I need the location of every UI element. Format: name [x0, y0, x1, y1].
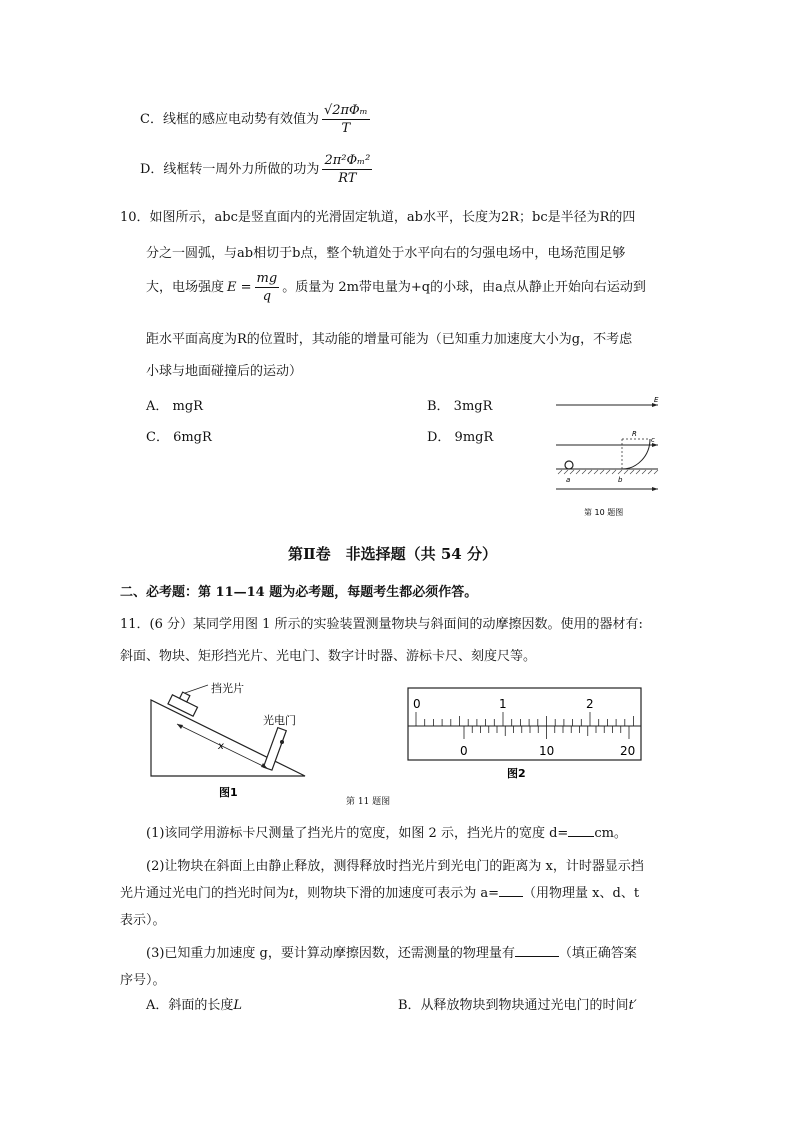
q11-figure-caption: 第 11 题图	[346, 797, 391, 807]
label-a: a	[566, 476, 571, 484]
text: 。质量为 2m带电量为+q的小球，由a点从静止开始向右运动到	[282, 280, 646, 295]
q11-part1	[146, 822, 627, 841]
answer-blank-quantity[interactable]	[515, 944, 559, 957]
label-r: R	[632, 430, 637, 438]
main-scale-label-2: 2	[586, 697, 594, 711]
fraction	[322, 154, 372, 185]
text: B．从释放物块到物块通过光电门的时间	[398, 998, 629, 1013]
q11-figure1	[145, 680, 315, 805]
option-text: D．线框转一周外力所做的功为	[140, 162, 320, 177]
block	[168, 689, 201, 717]
label-c: c	[651, 436, 655, 444]
q11-part2-line1: (2)让物块在斜面上由静止释放，测得释放时挡光片到光电门的距离为 x，计时器显示挡	[146, 859, 644, 874]
q11-figure2	[405, 684, 645, 784]
q10-option-b: B． 3mgR	[427, 399, 493, 414]
text: （用物理量 x、d、t	[523, 886, 640, 901]
figure-caption: 第 10 题图	[584, 508, 624, 517]
numerator: 2π²Φₘ²	[324, 153, 371, 168]
fraction	[322, 104, 370, 135]
label-b: b	[618, 476, 623, 484]
figure2-caption: 图2	[507, 767, 526, 780]
variable-l: L	[233, 998, 243, 1013]
vernier-label-20: 20	[620, 744, 636, 758]
denominator: RT	[338, 171, 357, 186]
answer-blank-a[interactable]	[499, 884, 523, 897]
text: ，则物块下滑的加速度可表示为 a=	[294, 886, 500, 901]
variable-t: t	[289, 886, 295, 901]
section-title: 第Ⅱ卷 非选择题（共 54 分）	[288, 545, 497, 563]
q9-option-c	[140, 104, 373, 135]
q11-part2-line2	[120, 882, 639, 901]
q10-line1: 10．如图所示，abc是竖直面内的光滑固定轨道，ab水平，长度为2R；bc是半径为R的四	[120, 210, 636, 225]
denominator: q	[262, 289, 272, 304]
text: (1)该同学用游标卡尺测量了挡光片的宽度，如图 2 示，挡光片的宽度 d=	[146, 826, 569, 841]
q11-part2-line3: 表示）。	[120, 913, 166, 928]
q10-option-c: C． 6mgR	[146, 430, 212, 445]
answer-blank-d[interactable]	[568, 824, 594, 837]
vernier-label-10: 10	[539, 744, 555, 758]
q11-option-a	[146, 994, 242, 1013]
q11-part3-line2: 序号）。	[120, 973, 166, 988]
text: (3)已知重力加速度 g，要计算动摩擦因数，还需测量的物理量有	[146, 946, 515, 961]
main-scale-label-1: 1	[499, 697, 507, 711]
q10-line4: 距水平面高度为R的位置时，其动能的增量可能为（已知重力加速度大小为g，不考虑	[146, 332, 633, 347]
text: 大，电场强度	[146, 280, 225, 295]
caliper-frame	[408, 688, 641, 760]
q11-line2: 斜面、物块、矩形挡光片、光电门、数字计时器、游标卡尺、刻度尺等。	[120, 649, 537, 664]
q10-line2: 分之一圆弧，与ab相切于b点，整个轨道处于水平向右的匀强电场中，电场范围足够	[146, 246, 626, 261]
q10-line3	[146, 272, 646, 303]
fraction	[255, 272, 280, 303]
text: A．斜面的长度	[146, 998, 234, 1013]
q10-option-d: D． 9mgR	[427, 430, 494, 445]
main-scale-label-0: 0	[413, 697, 421, 711]
option-text: C．线框的感应电动势有效值为	[140, 112, 319, 127]
numerator: mg	[256, 271, 278, 286]
q10-line5: 小球与地面碰撞后的运动）	[146, 364, 303, 379]
q11-option-b	[398, 994, 637, 1013]
denominator: T	[341, 121, 351, 136]
label-guangdianmen: 光电门	[263, 714, 296, 727]
figure1-caption: 图1	[219, 786, 238, 799]
field-symbol: E =	[227, 280, 252, 295]
q10-option-a: A． mgR	[146, 399, 203, 414]
q11-line1: 11．(6 分）某同学用图 1 所示的实验装置测量物块与斜面间的动摩擦因数。使用的器材有:	[120, 617, 643, 632]
label-x: x	[218, 741, 224, 752]
label-e: E	[654, 396, 659, 404]
numerator: √2πΦₘ	[323, 103, 368, 118]
text: 光片通过光电门的挡光时间为	[120, 886, 290, 901]
text: cm。	[594, 826, 627, 841]
variable-t-prime: t′	[628, 998, 637, 1013]
q9-option-d	[140, 154, 375, 185]
q11-part3-line1	[146, 942, 637, 961]
q10-figure	[550, 394, 670, 522]
label-dangguangpian: 挡光片	[211, 682, 244, 695]
section-heading: 二、必考题：第 11—14 题为必考题，每题考生都必须作答。	[120, 585, 478, 600]
ball	[565, 461, 573, 469]
text: （填正确答案	[558, 946, 637, 961]
photogate	[263, 728, 286, 771]
vernier-label-0: 0	[460, 744, 468, 758]
